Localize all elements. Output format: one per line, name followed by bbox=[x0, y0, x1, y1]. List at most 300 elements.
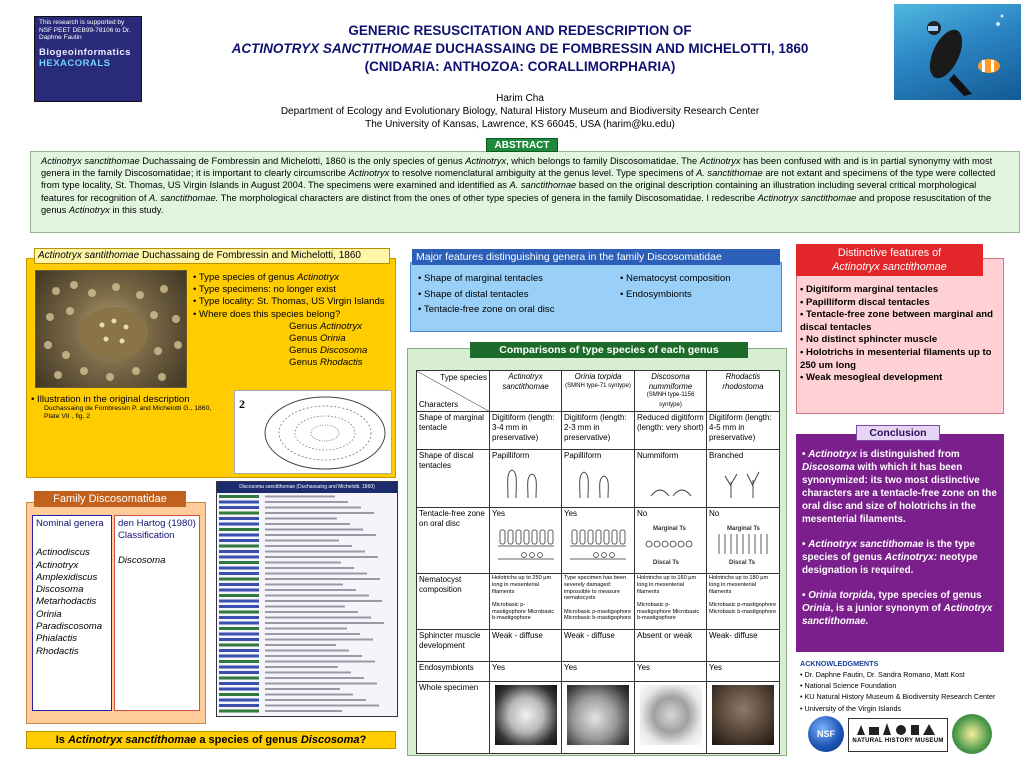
tentacle-zone-sketch bbox=[566, 522, 630, 568]
abstract-frag: The morphological characters are distinct from the ones of other type species of genera in the family Discosomatidae. I redescribe bbox=[218, 192, 758, 203]
row-label: Nematocyst composition bbox=[417, 574, 490, 630]
abstract-frag: A. sanctithomae. bbox=[149, 192, 219, 203]
corner-characters: Characters bbox=[419, 399, 459, 409]
synonymy-table-rows bbox=[217, 493, 398, 717]
synonymy-row-tag bbox=[219, 660, 259, 663]
synonymy-row-text bbox=[265, 644, 336, 646]
conclusion-heading: Conclusion bbox=[856, 425, 940, 441]
synonymy-row-text bbox=[265, 512, 374, 514]
sketch-label-discal: Discal Ts bbox=[652, 559, 679, 566]
fact-type-species-text: • Type species of genus bbox=[193, 272, 297, 283]
cell-text: Yes bbox=[492, 509, 506, 519]
c-frag: Actinotryx: bbox=[884, 552, 937, 563]
biodiversity-center-logo bbox=[952, 714, 992, 754]
table-cell bbox=[562, 508, 635, 574]
abstract-frag: in this study. bbox=[109, 204, 164, 215]
nominal-genera-header: Nominal genera bbox=[36, 518, 104, 529]
synonymy-row-text bbox=[265, 628, 347, 630]
illustration-caption: • Illustration in the original description bbox=[31, 394, 190, 405]
tentacle-zone-sketch bbox=[494, 522, 558, 568]
research-question bbox=[26, 731, 396, 749]
nominal-genus: Actinotryx bbox=[36, 559, 79, 571]
cell-text: Yes bbox=[564, 509, 578, 519]
cell-text: Microbasic p-mastigophore Microbasic b-mastigophore bbox=[637, 602, 700, 622]
genus-word: Genus bbox=[289, 357, 320, 369]
synonymy-row-text bbox=[265, 639, 373, 641]
synonymy-row-tag bbox=[219, 550, 259, 553]
synonymy-row-tag bbox=[219, 506, 259, 509]
cell-text: Holotrichs up to 250 μm long in mesenterial filaments bbox=[492, 575, 552, 595]
conclusion-point bbox=[802, 448, 998, 526]
table-cell bbox=[707, 450, 780, 508]
synonymy-row-tag bbox=[219, 693, 259, 696]
question-pre: Is bbox=[55, 734, 68, 746]
c-frag: , type species of genus bbox=[872, 590, 982, 601]
acknowledgments-list bbox=[800, 669, 1010, 714]
family-heading: Family Discosomatidae bbox=[34, 491, 186, 507]
candidate-genus bbox=[193, 357, 393, 369]
specimen-photo bbox=[567, 685, 629, 745]
major-features-heading: Major features distinguishing genera in the family Discosomatidae bbox=[412, 249, 780, 265]
major-feature: • Endosymbionts bbox=[620, 288, 692, 300]
c-frag: Orinia bbox=[802, 603, 831, 614]
synonymy-row-tag bbox=[219, 710, 259, 713]
synonymy-row-text bbox=[265, 567, 354, 569]
c-frag: , is a junior synonym of bbox=[830, 603, 944, 614]
c-frag: Discosoma bbox=[802, 462, 855, 473]
synonymy-row-tag bbox=[219, 594, 259, 597]
synonymy-row-tag bbox=[219, 578, 259, 581]
c-frag: Actinotryx sanctithomae. bbox=[802, 603, 993, 627]
tentacle-zone-sketch bbox=[639, 522, 703, 568]
author-name: Harim Cha bbox=[496, 93, 544, 104]
papilliform-sketch bbox=[502, 464, 550, 500]
cell-text: Nummiform bbox=[637, 451, 679, 461]
c-frag: • bbox=[802, 539, 809, 550]
sketch-label-discal: Discal Ts bbox=[729, 559, 755, 566]
table-cell: Yes bbox=[562, 662, 635, 682]
synonymy-row-text bbox=[265, 501, 348, 503]
fact-type-species-genus: Actinotryx bbox=[296, 272, 340, 283]
nummiform-sketch bbox=[647, 464, 695, 500]
synonymy-row-text bbox=[265, 529, 363, 531]
synonymy-row-text bbox=[265, 523, 350, 525]
table-row bbox=[417, 574, 780, 630]
synonymy-row-tag bbox=[219, 611, 259, 614]
corner-cell bbox=[417, 371, 490, 412]
species-header bbox=[635, 371, 707, 412]
table-cell bbox=[635, 508, 707, 574]
sketch-label-marginal: Marginal Ts bbox=[652, 525, 686, 532]
distinctive-item: • Papilliform discal tentacles bbox=[800, 296, 930, 308]
c-frag: is the type species of genus bbox=[802, 539, 976, 563]
table-cell bbox=[707, 574, 780, 630]
table-cell bbox=[635, 682, 707, 754]
synonymy-table-title: Discosoma sanctithomae (Duchassaing and Michelotti, 1860) bbox=[217, 482, 397, 493]
diver-photo bbox=[894, 4, 1021, 100]
synonymy-row-text bbox=[265, 672, 351, 674]
table-cell bbox=[490, 682, 562, 754]
corner-type-species: Type species bbox=[440, 373, 487, 382]
sketch-label-marginal: Marginal Ts bbox=[727, 525, 760, 532]
fact-question: • Where does this species belong? bbox=[193, 308, 341, 320]
synonymy-row-tag bbox=[219, 534, 259, 537]
title-authority: DUCHASSAING DE FOMBRESSIN AND MICHELOTTI, 1860 bbox=[431, 41, 809, 56]
den-hartog-header: den Hartog (1980) Classification bbox=[118, 518, 196, 542]
species-facts bbox=[193, 272, 393, 370]
genus-word: Genus bbox=[289, 320, 320, 332]
synonymy-row-text bbox=[265, 518, 337, 520]
synonymy-row-tag bbox=[219, 539, 259, 542]
den-hartog-box bbox=[114, 515, 200, 711]
abstract-panel bbox=[30, 151, 1020, 233]
table-cell bbox=[490, 574, 562, 630]
illustration-figure-number: 2 bbox=[239, 397, 245, 411]
synonymy-table-image bbox=[216, 481, 398, 717]
candidate-genus bbox=[193, 345, 393, 357]
synonymy-row-tag bbox=[219, 583, 259, 586]
synonymy-row-text bbox=[265, 496, 335, 498]
synonymy-row-tag bbox=[219, 688, 259, 691]
title-line-1: GENERIC RESUSCITATION AND REDESCRIPTION OF bbox=[348, 23, 692, 38]
distinctive-heading-line-2: Actinotryx sanctithomae bbox=[832, 261, 947, 273]
natural-history-museum-logo bbox=[848, 718, 948, 752]
synonymy-row-tag bbox=[219, 644, 259, 647]
acknowledgment: • Dr. Daphne Fautin, Dr. Sandra Romano, Matt Kost bbox=[800, 670, 965, 679]
distinctive-item: • Tentacle-free zone between marginal and discal tentacles bbox=[800, 309, 993, 333]
genus-name: Actinotryx bbox=[319, 320, 363, 332]
species-name: Discosoma nummiforme bbox=[648, 372, 693, 391]
synonymy-row-tag bbox=[219, 677, 259, 680]
logo-word-2: HEXACORALS bbox=[39, 58, 111, 69]
synonymy-row-tag bbox=[219, 622, 259, 625]
cell-text: Microbasic p-mastigophore Microbasic b-mastigophore bbox=[709, 602, 777, 615]
species-note: (SMNH type-71 syntype) bbox=[565, 382, 631, 389]
candidate-genus bbox=[193, 321, 393, 333]
fact-type-specimens: • Type specimens: no longer exist bbox=[193, 284, 336, 296]
table-cell bbox=[635, 574, 707, 630]
synonymy-row-tag bbox=[219, 627, 259, 630]
synonymy-row-tag bbox=[219, 556, 259, 559]
table-row bbox=[417, 412, 780, 450]
synonymy-row-text bbox=[265, 650, 349, 652]
species-heading-name: Actinotryx santithomae bbox=[38, 250, 140, 261]
diver-photo-art bbox=[894, 4, 1021, 100]
affiliation-2: The University of Kansas, Lawrence, KS 66045, USA (harim@ku.edu) bbox=[365, 119, 675, 130]
original-illustration bbox=[234, 390, 392, 474]
tentacle-zone-sketch bbox=[711, 522, 775, 568]
table-cell: Reduced digitiform (length: very short) bbox=[635, 412, 707, 450]
table-cell: Yes bbox=[490, 662, 562, 682]
nominal-genus: Paradiscosoma bbox=[36, 621, 103, 633]
synonymy-row-tag bbox=[219, 699, 259, 702]
synonymy-row-tag bbox=[219, 638, 259, 641]
distinctive-list bbox=[800, 284, 1002, 385]
row-label: Sphincter muscle development bbox=[417, 630, 490, 662]
distinctive-item: • Digitiform marginal tentacles bbox=[800, 284, 939, 295]
row-label: Endosymbionts bbox=[417, 662, 490, 682]
fact-type-species bbox=[193, 272, 393, 284]
synonymy-row-text bbox=[265, 600, 382, 602]
abstract-frag: Actinotryx sanctithomae bbox=[41, 156, 140, 166]
table-cell bbox=[562, 574, 635, 630]
genus-word: Genus bbox=[289, 345, 320, 357]
branched-sketch bbox=[719, 464, 767, 500]
genus-name: Discosoma bbox=[319, 345, 368, 357]
genus-name: Rhodactis bbox=[319, 357, 363, 369]
table-row bbox=[417, 662, 780, 682]
abstract-frag: to resolve nomenclatural ambiguity at the genus level. Type specimens of bbox=[389, 168, 697, 179]
synonymy-row-text bbox=[265, 683, 377, 685]
nominal-genera-box bbox=[32, 515, 112, 711]
synonymy-row-text bbox=[265, 666, 338, 668]
nominal-genus: Metarhodactis bbox=[36, 596, 97, 608]
cell-text: Branched bbox=[709, 451, 744, 461]
project-logo bbox=[34, 16, 142, 102]
species-header bbox=[490, 371, 562, 412]
nsf-logo: NSF bbox=[808, 716, 844, 752]
table-cell: Weak - diffuse bbox=[562, 630, 635, 662]
abstract-frag: Actinotryx bbox=[699, 156, 741, 166]
c-frag: with which it has been synonymized: its two most distinctive characters are a tentacle-free zone on the oral disc and size of holotrichs in the mesenterial filaments. bbox=[802, 462, 997, 525]
synonymy-row-tag bbox=[219, 528, 259, 531]
synonymy-row-tag bbox=[219, 517, 259, 520]
synonymy-row-text bbox=[265, 633, 360, 635]
table-cell: Absent or weak bbox=[635, 630, 707, 662]
synonymy-row-text bbox=[265, 556, 378, 558]
table-cell bbox=[490, 450, 562, 508]
synonymy-row-tag bbox=[219, 545, 259, 548]
acknowledgments-heading: ACKNOWLEDGMENTS bbox=[800, 659, 879, 668]
logo-word-1: Biogeoinformatics bbox=[39, 47, 131, 58]
synonymy-row-text bbox=[265, 540, 339, 542]
specimen-photo bbox=[712, 685, 774, 745]
major-feature: • Tentacle-free zone on oral disc bbox=[418, 304, 555, 315]
table-cell bbox=[635, 450, 707, 508]
cell-text: Holotrichs up to 160 μm long in mesenterial filaments bbox=[637, 575, 697, 595]
row-label: Shape of marginal tentacle bbox=[417, 412, 490, 450]
cell-text: Type specimen has been severely damaged: impossible to measure nematocysts bbox=[564, 575, 627, 602]
author-block bbox=[150, 92, 890, 131]
major-feature: • Shape of marginal tentacles bbox=[418, 273, 543, 284]
synonymy-row-tag bbox=[219, 600, 259, 603]
synonymy-row-tag bbox=[219, 704, 259, 707]
synonymy-row-text bbox=[265, 677, 364, 679]
species-note: (SMNH type-1156 syntype) bbox=[646, 392, 695, 408]
table-cell: Yes bbox=[707, 662, 780, 682]
major-feature: • Shape of distal tentacles bbox=[418, 288, 529, 300]
title-species: ACTINOTRYX SANCTITHOMAE bbox=[231, 41, 432, 56]
row-label: Shape of discal tentacles bbox=[417, 450, 490, 508]
synonymy-row-text bbox=[265, 699, 366, 701]
question-species: Actinotryx sanctithomae bbox=[67, 734, 197, 746]
nominal-genus: Orinia bbox=[36, 608, 62, 620]
abstract-frag: based on the original description containing an illustration including several critical morphological features for recognition of bbox=[41, 180, 977, 203]
table-row bbox=[417, 450, 780, 508]
nominal-genus: Actinodiscus bbox=[36, 547, 90, 559]
synonymy-row-text bbox=[265, 661, 375, 663]
conclusion-point bbox=[802, 538, 998, 577]
table-cell: Weak- diffuse bbox=[707, 630, 780, 662]
polyp-photo-art bbox=[36, 271, 187, 388]
abstract-frag: has been confused with and is in partial synonymy with most genera in the family Discosomatidae; it is important to clearly circumscribe bbox=[41, 156, 993, 179]
cell-text: Papilliform bbox=[564, 451, 602, 461]
c-frag: Orinia torpida bbox=[808, 590, 873, 601]
cell-text: Microbasic p-mastigophore Microbasic b-mastigophore bbox=[492, 602, 555, 622]
abstract-frag: Actinotryx bbox=[68, 204, 110, 215]
synonymy-row-tag bbox=[219, 616, 259, 619]
synonymy-row-tag bbox=[219, 671, 259, 674]
synonymy-row-text bbox=[265, 589, 356, 591]
distinctive-item: • No distinct sphincter muscle bbox=[800, 334, 938, 346]
synonymy-row-tag bbox=[219, 589, 259, 592]
cell-text: Microbasic p-mastigophore Microbasic b-mastigophore bbox=[564, 608, 632, 622]
synonymy-row-text bbox=[265, 688, 340, 690]
synonymy-row-text bbox=[265, 611, 358, 613]
acknowledgment: • National Science Foundation bbox=[800, 681, 897, 691]
abstract-frag: Actinotryx sanctithomae bbox=[757, 192, 857, 203]
synonymy-row-tag bbox=[219, 567, 259, 570]
illustration-reference: Duchassaing de Fombressin P. and Michelotti G., 1860, Plate VII , fig. 2 bbox=[44, 405, 212, 421]
polyp-photo bbox=[35, 270, 187, 388]
distinctive-item: • Holotrichs in mesenterial filaments up to 250 um long bbox=[800, 346, 992, 371]
table-cell: Weak - diffuse bbox=[490, 630, 562, 662]
row-label: Tentacle-free zone on oral disc bbox=[417, 508, 490, 574]
illustration-sketch bbox=[235, 391, 393, 475]
acknowledgment: • KU Natural History Museum & Biodiversity Research Center bbox=[800, 692, 996, 702]
synonymy-row-tag bbox=[219, 561, 259, 564]
distinctive-heading bbox=[796, 244, 983, 276]
synonymy-row-text bbox=[265, 622, 384, 624]
synonymy-row-tag bbox=[219, 495, 259, 498]
species-heading bbox=[34, 248, 390, 264]
synonymy-row-text bbox=[265, 551, 365, 553]
synonymy-row-tag bbox=[219, 501, 259, 504]
acknowledgment: • University of the Virgin Islands bbox=[800, 703, 902, 713]
comparison-heading: Comparisons of type species of each genus bbox=[470, 342, 748, 358]
museum-logo-text: NATURAL HISTORY MUSEUM bbox=[852, 738, 944, 744]
distinctive-heading-line-1: Distinctive features of bbox=[837, 247, 942, 259]
conclusion-panel bbox=[796, 434, 1004, 652]
synonymy-row-tag bbox=[219, 649, 259, 652]
abstract-frag: are not extant and specimens of the type were collected from type locality, St. Thomas, US Virgin Islands in August 2004. The specimens were examined and identified as bbox=[41, 168, 996, 191]
papilliform-sketch bbox=[574, 464, 622, 500]
c-frag: neotype designation is required. bbox=[802, 552, 978, 576]
synonymy-row-text bbox=[265, 534, 376, 536]
cell-text: Papilliform bbox=[492, 451, 530, 461]
synonymy-row-tag bbox=[219, 605, 259, 608]
table-cell: Digitiform (length: 3-4 mm in preservative) bbox=[490, 412, 562, 450]
synonymy-row-text bbox=[265, 507, 361, 509]
cell-text: No bbox=[637, 509, 648, 519]
c-frag: • bbox=[802, 449, 809, 460]
species-heading-authority: Duchassaing de Fombressin and Michelotti, 1860 bbox=[139, 250, 361, 261]
question-genus: Discosoma bbox=[300, 734, 360, 746]
abstract-frag: A. sanctithomae bbox=[509, 180, 577, 191]
major-feature: • Nematocyst composition bbox=[620, 273, 731, 284]
abstract-frag: Actinotryx bbox=[348, 168, 390, 179]
synonymy-row-text bbox=[265, 595, 369, 597]
candidate-genus bbox=[193, 333, 393, 345]
table-row bbox=[417, 508, 780, 574]
specimen-photo bbox=[640, 685, 702, 745]
table-cell bbox=[562, 682, 635, 754]
abstract-frag: and propose resuscitation of the genus bbox=[41, 192, 992, 215]
species-name: Orinia torpida bbox=[574, 372, 622, 381]
c-frag: • bbox=[802, 590, 809, 601]
synonymy-row-tag bbox=[219, 666, 259, 669]
synonymy-row-text bbox=[265, 694, 353, 696]
synonymy-row-tag bbox=[219, 523, 259, 526]
abstract-frag: , which belongs to family Discosomatidae. The bbox=[506, 156, 700, 166]
comparison-table bbox=[416, 370, 780, 754]
synonymy-row-tag bbox=[219, 572, 259, 575]
synonymy-row-tag bbox=[219, 633, 259, 636]
synonymy-row-text bbox=[265, 545, 352, 547]
table-cell: Digitiform (length: 2-3 mm in preservative) bbox=[562, 412, 635, 450]
support-note: This research is supported by NSF PEET DEB99-78106 to Dr. Daphne Fautin bbox=[39, 19, 131, 41]
museum-animals-icon bbox=[855, 721, 943, 737]
synonymy-row-tag bbox=[219, 512, 259, 515]
synonymy-row-text bbox=[265, 573, 367, 575]
synonymy-row-text bbox=[265, 606, 345, 608]
synonymy-row-text bbox=[265, 562, 341, 564]
distinctive-item: • Weak mesogleal development bbox=[800, 372, 943, 384]
title-line-3: (CNIDARIA: ANTHOZOA: CORALLIMORPHARIA) bbox=[364, 59, 676, 74]
synonymy-row-text bbox=[265, 578, 380, 580]
table-cell bbox=[707, 682, 780, 754]
table-cell bbox=[562, 450, 635, 508]
conclusion-point bbox=[802, 589, 998, 628]
cell-text: Holotrichs up to 180 μm long in mesenterial filaments bbox=[709, 575, 769, 595]
genus-name: Orinia bbox=[319, 333, 346, 345]
synonymy-row-text bbox=[265, 617, 371, 619]
fact-type-locality: • Type locality: St. Thomas, US Virgin Islands bbox=[193, 296, 385, 308]
c-frag: Actinotryx sanctithomae bbox=[808, 539, 924, 550]
species-header bbox=[707, 371, 780, 412]
specimen-photo bbox=[495, 685, 557, 745]
major-features-list-2 bbox=[620, 271, 780, 302]
abstract-frag: Duchassaing de Fombressin and Michelotti, 1860 is the only species of genus bbox=[139, 156, 466, 166]
species-name: Actinotryx sanctithomae bbox=[502, 372, 549, 391]
species-header bbox=[562, 371, 635, 412]
table-cell: Yes bbox=[635, 662, 707, 682]
abstract-frag: Actinotryx bbox=[465, 156, 507, 166]
affiliation-1: Department of Ecology and Evolutionary Biology, Natural History Museum and Biodiversity Research Center bbox=[280, 106, 760, 117]
synonymy-row-text bbox=[265, 655, 362, 657]
nominal-genus: Amplexidiscus bbox=[36, 571, 98, 583]
genus-word: Genus bbox=[289, 333, 320, 345]
synonymy-row-tag bbox=[219, 655, 259, 658]
abstract-frag: A. sanctithomae bbox=[696, 168, 763, 179]
question-mid: a species of genus bbox=[196, 734, 301, 746]
table-cell bbox=[707, 508, 780, 574]
abstract-heading: ABSTRACT bbox=[486, 138, 558, 152]
table-cell bbox=[490, 508, 562, 574]
poster-title bbox=[150, 22, 890, 76]
nominal-genus: Discosoma bbox=[36, 584, 84, 596]
synonymy-row-tag bbox=[219, 682, 259, 685]
table-row bbox=[417, 630, 780, 662]
table-row bbox=[417, 682, 780, 754]
major-features-list-1 bbox=[418, 271, 598, 318]
den-hartog-genus: Discosoma bbox=[118, 554, 166, 566]
nominal-genus: Rhodactis bbox=[36, 645, 79, 657]
c-frag: Actinotryx bbox=[808, 449, 858, 460]
logo-wordmark bbox=[39, 47, 139, 69]
species-name: Rhodactis rhodostoma bbox=[722, 372, 764, 391]
title-line-2 bbox=[150, 40, 890, 58]
